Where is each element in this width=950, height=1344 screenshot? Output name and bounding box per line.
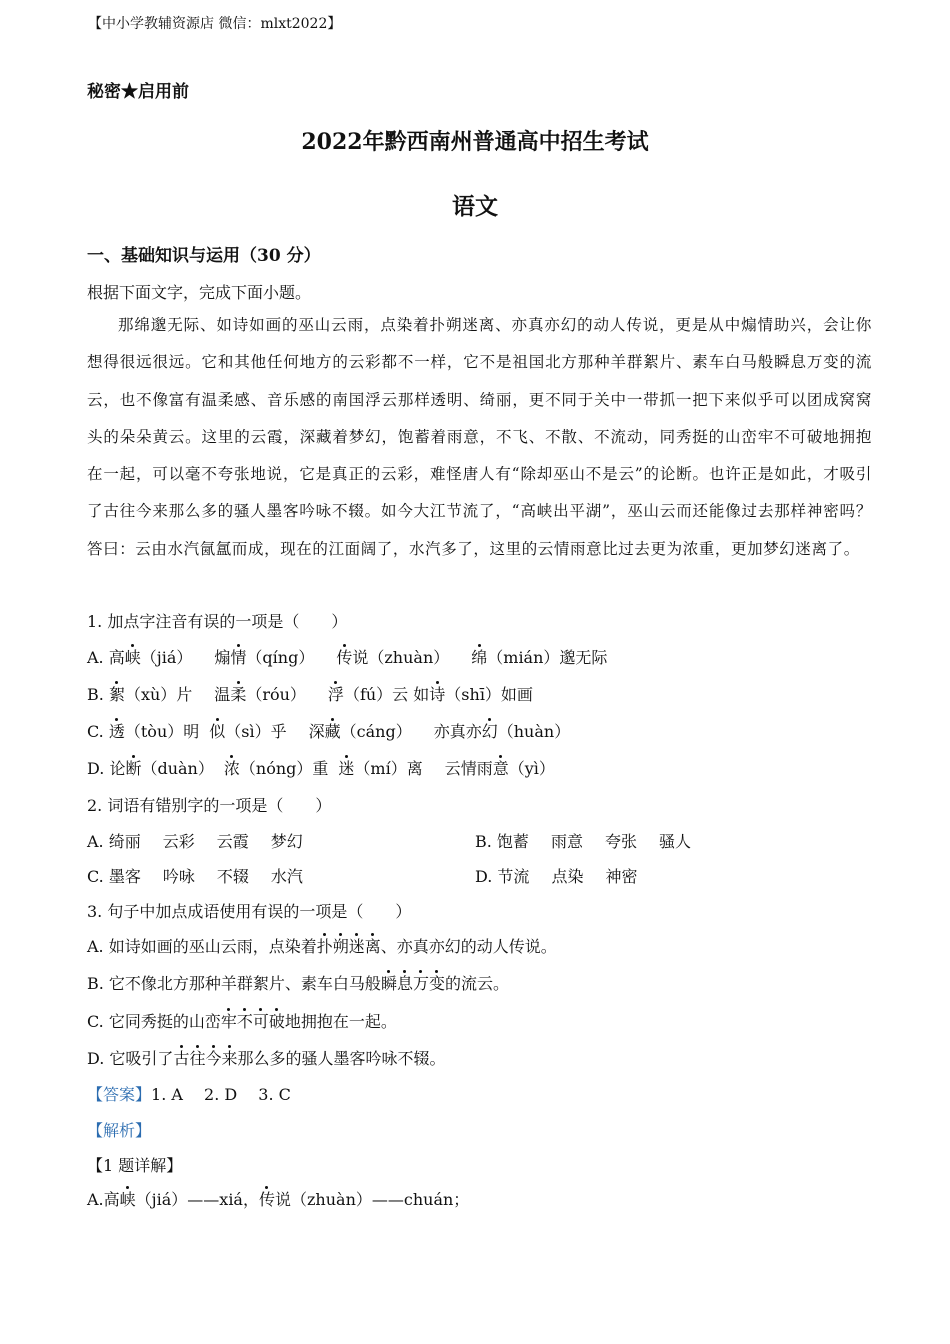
instruction: 根据下面文字，完成下面小题。 <box>87 283 312 302</box>
question-1-stem: 1. 加点字注音有误的一项是（ ） <box>87 612 348 631</box>
question-1-option-b: B. 絮（xù）片 温柔（róu） 浮（fú）云 如诗（shī）如画 <box>87 685 533 704</box>
answer-label: 【答案】 <box>87 1085 152 1104</box>
dotted-char: 透 <box>108 722 125 741</box>
confidential-label: 秘密★启用前 <box>87 82 189 102</box>
exam-title: 2022年黔西南州普通高中招生考试 <box>301 129 649 155</box>
question-3-stem: 3. 句子中加点成语使用有误的一项是（ ） <box>87 902 412 921</box>
dotted-char: 浮 <box>327 685 344 704</box>
subject-title: 语文 <box>452 193 498 220</box>
question-2-option-d: D. 节流 点染 神密 <box>475 867 638 886</box>
question-3-option-b: B. 它不像北方那种羊群絮片、素车白马般瞬息万变的流云。 <box>87 974 510 993</box>
dotted-char: 峡 <box>124 648 141 667</box>
detail-line: A.高峡（jiá）——xiá，传说（zhuàn）——chuán； <box>87 1190 470 1209</box>
dotted-char: 藏 <box>324 722 341 741</box>
question-2-option-b: B. 饱蓄 雨意 夸张 骚人 <box>475 832 691 851</box>
question-1-option-a: A. 高峡（jiá） 煽情（qíng） 传说（zhuàn） 绵（mián）邈无际 <box>87 648 608 667</box>
question-1-option-d: D. 论断（duàn） 浓（nóng）重 迷（mí）离 云情雨意（yì） <box>87 759 555 778</box>
dotted-char: 意 <box>492 759 509 778</box>
question-3-option-a: A. 如诗如画的巫山云雨，点染着扑朔迷离、亦真亦幻的动人传说。 <box>87 937 557 956</box>
header-note: 【中小学教辅资源店 微信：mlxt2022】 <box>88 16 342 32</box>
question-3-option-c: C. 它同秀挺的山峦牢不可破地拥抱在一起。 <box>87 1012 397 1031</box>
section-heading: 一、基础知识与运用（30 分） <box>87 246 321 266</box>
dotted-char: 柔 <box>230 685 247 704</box>
question-2-option-c: C. 墨客 吟咏 不辍 水汽 <box>87 867 303 886</box>
dotted-char: 幻 <box>481 722 498 741</box>
analysis-label: 【解析】 <box>87 1121 152 1140</box>
dotted-char: 絮 <box>108 685 125 704</box>
question-1-option-c: C. 透（tòu）明 似（sì）乎 深藏（cáng） 亦真亦幻（huàn） <box>87 722 571 741</box>
question-2-option-a: A. 绮丽 云彩 云霞 梦幻 <box>87 832 303 851</box>
dotted-char: 断 <box>125 759 142 778</box>
question-2-stem: 2. 词语有错别字的一项是（ ） <box>87 796 332 815</box>
dotted-char: 诗 <box>429 685 446 704</box>
answer-text: 1. A 2. D 3. C <box>151 1085 291 1104</box>
detail-label: 【1 题详解】 <box>87 1156 183 1175</box>
dotted-char: 似 <box>209 722 226 741</box>
dotted-char: 传 <box>336 648 353 667</box>
reading-passage: 那绵邈无际、如诗如画的巫山云雨，点染着扑朔迷离、亦真亦幻的动人传说，更是从中煽情助兴，会让你想得很远很远。它和其他任何地方的云彩都不一样，它不是祖国北方那种羊群絮片、素车白马般瞬息万变的流云，也不像富有温柔感、音乐感的南国浮云那样透明、绮丽，更不同于关中一带抓一把下来似乎可以团成窝窝头的朵朵黄云。这里的云霞，深藏着梦幻，饱蓄着雨意，不飞、不散、不流动，同秀挺的山峦牢不可破地拥抱在一起，可以毫不夸张地说，它是真正的云彩，难怪唐人有“除却巫山不是云”的论断。也许正是如此，才吸引了古往今来那么多的骚人墨客吟咏不辍。如今大江节流了，“高峡出平湖”，巫山云而还能像过去那样神密吗？答曰：云由水汽氤氲而成，现在的江面阔了，水汽多了，这里的云情雨意比过去更为浓重，更加梦幻迷离了。 <box>87 316 872 558</box>
dotted-char: 浓 <box>223 759 240 778</box>
dotted-char: 情 <box>230 648 247 667</box>
answer-line <box>87 1085 291 1105</box>
dotted-char: 迷 <box>338 759 355 778</box>
question-3-option-d: D. 它吸引了古往今来那么多的骚人墨客吟咏不辍。 <box>87 1049 446 1068</box>
dotted-char: 绵 <box>471 648 488 667</box>
